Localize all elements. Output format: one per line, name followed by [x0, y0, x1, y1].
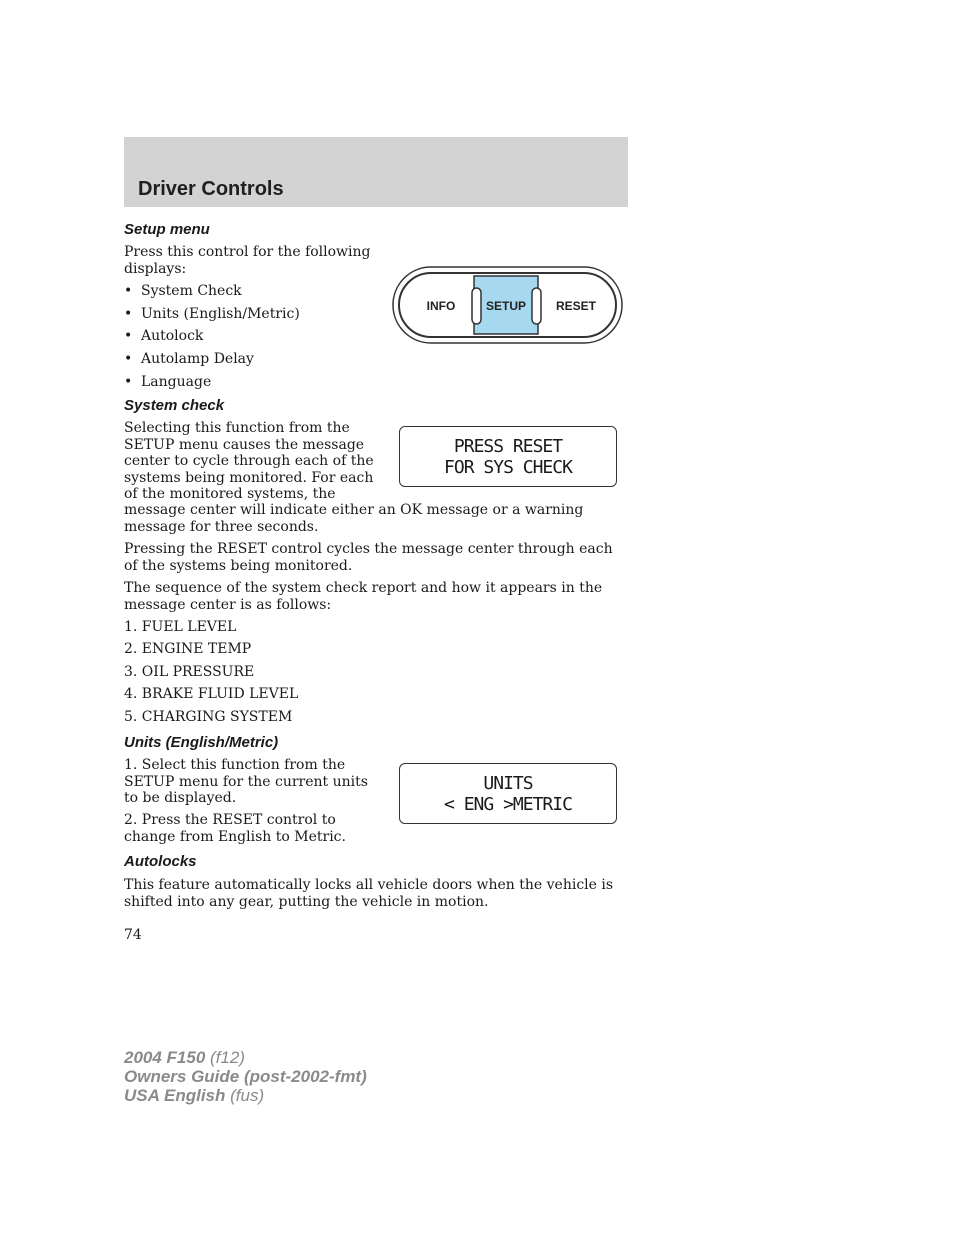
display-line: PRESS RESET [453, 435, 563, 457]
units-step1: 1. Select this function from the SETUP menu for the current units to be displayed. [124, 757, 368, 806]
display-line: UNITS [483, 772, 533, 794]
document-footer [124, 1048, 367, 1105]
list-item: 2. ENGINE TEMP [124, 641, 252, 657]
setup-menu-heading: Setup menu [124, 221, 210, 238]
list-item: • Units (English/Metric) [124, 306, 300, 322]
autolocks-heading: Autolocks [124, 853, 197, 870]
list-item: • System Check [124, 283, 242, 299]
list-item: 4. BRAKE FLUID LEVEL [124, 686, 299, 702]
page-number: 74 [124, 927, 142, 943]
list-item: • Language [124, 374, 212, 390]
footer-model: 2004 F150 [124, 1048, 206, 1067]
message-display-units [399, 763, 617, 824]
setup-menu-intro: Press this control for the following displays: [124, 244, 371, 277]
autolocks-para: This feature automatically locks all vehicle doors when the vehicle is shifted into any gear, putting the vehicle in motion. [124, 877, 614, 910]
list-item: 5. CHARGING SYSTEM [124, 709, 293, 725]
system-check-para1b: message center will indicate either an OK message or a warning message for three seconds. [124, 502, 584, 535]
list-item: 3. OIL PRESSURE [124, 664, 255, 680]
reset-button: RESET [555, 299, 597, 313]
units-step2: 2. Press the RESET control to change from English to Metric. [124, 812, 346, 845]
display-line: FOR SYS CHECK [444, 456, 572, 478]
message-display-sys-check [399, 426, 617, 487]
units-heading: Units (English/Metric) [124, 734, 279, 751]
footer-guide: Owners Guide (post-2002-fmt) [124, 1067, 367, 1086]
footer-model-code: (f12) [210, 1048, 245, 1067]
footer-language-code: (fus) [230, 1086, 265, 1105]
list-item: 1. FUEL LEVEL [124, 619, 237, 635]
display-line: < ENG >METRIC [444, 793, 572, 815]
system-check-para2: Pressing the RESET control cycles the message center through each of the systems being monitored. [124, 541, 613, 574]
list-item: • Autolock [124, 328, 204, 344]
control-buttons-illustration [392, 266, 624, 346]
system-check-para1a: Selecting this function from the SETUP menu causes the message center to cycle through each of the systems being monitored. For each of the monitored systems, the [124, 420, 374, 502]
section-header [124, 137, 628, 207]
setup-button: SETUP [485, 299, 527, 313]
list-item: • Autolamp Delay [124, 351, 254, 367]
section-title: Driver Controls [138, 178, 284, 200]
footer-language: USA English [124, 1086, 226, 1105]
system-check-para3: The sequence of the system check report and how it appears in the message center is as follows: [124, 580, 603, 613]
system-check-heading: System check [124, 397, 225, 414]
info-button: INFO [426, 299, 456, 313]
